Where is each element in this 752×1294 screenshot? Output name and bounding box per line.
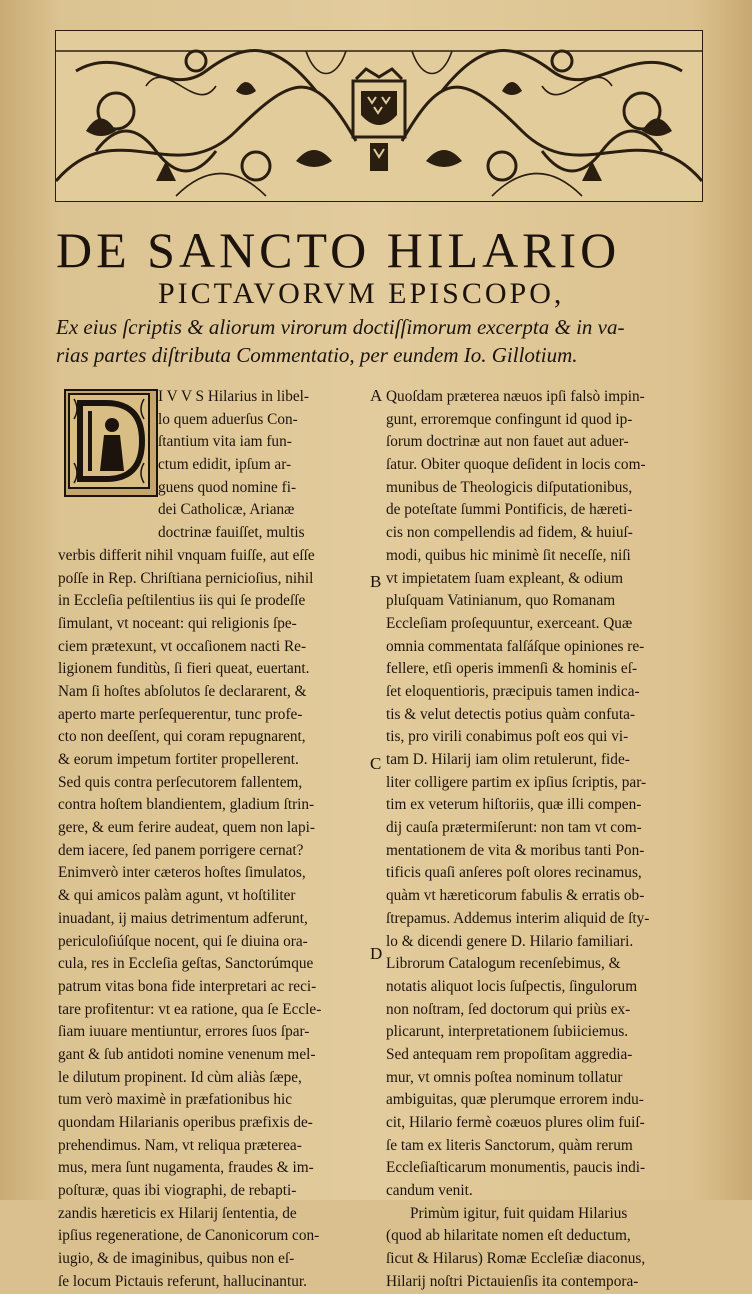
text-line: ipſius regeneratione, de Canonicorum con- <box>58 1227 320 1245</box>
text-line: zandis hæreticis ex Hilarij ſententia, de <box>58 1204 297 1222</box>
text-line: periculoſiúſque nocent, qui ſe diuina ora- <box>58 932 308 950</box>
text-line: aperto marte perſequerentur, tunc profe- <box>58 705 303 723</box>
text-line: doctrinæ fauiſſet, multis <box>158 524 305 542</box>
text-line: mentationem de vita & moribus tanti Pon- <box>386 841 645 859</box>
text-line: gunt, erroremque confingunt id quod ip- <box>386 410 633 428</box>
text-line: omnia commentata falſáſque opiniones re- <box>386 637 645 655</box>
text-line: candum venit. <box>386 1182 473 1200</box>
text-line: plicarunt, interpretationem ſubiiciemus. <box>386 1023 629 1041</box>
text-line: Librorum Catalogum recenſebimus, & <box>386 955 621 973</box>
text-line: gere, & eum ferire audeat, quem non lapi- <box>58 819 315 837</box>
text-line: Quoſdam præterea næuos ipſi falsò impin- <box>386 388 645 405</box>
text-line: vt impietatem ſuam expleant, & odium <box>386 569 624 587</box>
text-line: & eorum impetum fortiter propellerent. <box>58 751 299 768</box>
text-line: ſtantium vita iam fun- <box>158 433 292 451</box>
text-line: munibus de Theologicis diſputationibus, <box>386 478 633 496</box>
text-line: verbis differit nihil vnquam fuiſſe, aut eſſe <box>58 546 315 564</box>
text-line: cit, Hilario fermè coæuos plures olim fuiſ- <box>386 1114 645 1131</box>
right-column-body <box>386 386 706 1203</box>
margin-letter-a: A <box>370 386 383 405</box>
text-line: lo quem aduerſus Con- <box>158 410 298 428</box>
text-line: dei Catholicæ, Arianæ <box>158 501 295 519</box>
text-line: guens quod nomine fi- <box>158 478 297 496</box>
text-line: quàm vt hæreticorum fabulis & erratis ob- <box>386 887 645 905</box>
text-line: cto non deeſſent, qui coram repugnarent, <box>58 728 306 746</box>
ornamental-headpiece <box>55 30 703 202</box>
text-line: Enimverò inter cæteros hoſtes ſimulatos, <box>58 864 306 882</box>
intro-line: Ex eius ſcriptis & aliorum virorum doctiſſimorum excerpta & in va- <box>56 315 625 339</box>
text-line: tim ex veterum hiſtoriis, quæ illi compen- <box>386 796 642 814</box>
text-line: notatis aliquot locis ſuſpectis, ſingulorum <box>386 977 638 995</box>
text-line: (quod ab hilaritate nomen eſt deductum, <box>386 1227 631 1245</box>
text-line: non noſtram, ſed doctorum qui priùs ex- <box>386 1000 631 1018</box>
text-line: patrum vitas bona fide interpretari ac reci- <box>58 977 317 995</box>
text-line: ſorum doctrinæ aut non fauet aut aduer- <box>386 433 629 451</box>
text-line: inuadant, ij maius detrimentum adferunt, <box>58 909 308 927</box>
text-line: le dilutum propinent. Id cùm aliàs ſæpe, <box>58 1068 302 1086</box>
intro-line: rias partes diſtributa Commentatio, per eundem Io. Gillotium. <box>56 343 578 367</box>
text-line: poſturæ, quas ibi viographi, de rebapti- <box>58 1182 297 1200</box>
text-line: Sed antequam rem propoſitam aggredia- <box>386 1045 633 1063</box>
margin-letter-d: D <box>370 944 383 963</box>
text-line: gant & ſub antidoti nomine venenum mel- <box>58 1045 316 1063</box>
text-line: ſimulant, vt noceant: qui religionis ſpe- <box>58 614 297 632</box>
text-line: ciem prætexunt, vt occaſionem nacti Re- <box>58 637 307 655</box>
text-line: tum verò maximè in præfationibus hic <box>58 1091 293 1109</box>
text-line: fellere, etſi operis immenſi & hominis eſ- <box>386 660 638 678</box>
text-line: poſſe in Rep. Chriſtiana pernicioſius, nihil <box>58 569 314 587</box>
text-line: lo & dicendi genere D. Hilario familiari. <box>386 932 634 950</box>
text-line: quondam Hilarianis operibus præfixis de- <box>58 1114 313 1131</box>
text-line: modi, quibus hic minimè ſit neceſſe, niſi <box>386 546 631 564</box>
text-line: ligionem funditùs, ſi fieri queat, euertant. <box>58 660 310 678</box>
text-line: Primùm igitur, fuit quidam Hilarius <box>410 1204 628 1222</box>
margin-letter-c: C <box>370 754 382 773</box>
text-line: cis non compellendis ad fidem, & huiuſ- <box>386 524 633 542</box>
text-line: Eccleſiam proſequuntur, exerceant. Quæ <box>386 614 633 632</box>
text-line: ſicut & Hilarus) Romæ Eccleſiæ diaconus, <box>386 1250 646 1268</box>
text-line: liter colligere partim ex ipſius ſcriptis, par- <box>386 773 647 791</box>
text-line: ambiguitas, quæ plerumque errorem indu- <box>386 1091 644 1109</box>
text-line: tis & velut detectis potius quàm confuta- <box>386 705 635 723</box>
text-line: dij cauſa prætermiſerunt: non tam vt com- <box>386 819 642 837</box>
text-line: ſe tam ex literis Sanctorum, quàm rerum <box>386 1136 633 1154</box>
page-subtitle: PICTAVORVM EPISCOPO, <box>158 277 565 310</box>
text-line: ſiam iuuare mentiuntur, errores ſuos ſpar- <box>58 1023 310 1041</box>
page-title: DE SANCTO HILARIO <box>56 222 621 278</box>
text-line: I V V S Hilarius in libel- <box>158 388 309 405</box>
text-line: Sed quis contra perſecutorem fallentem, <box>58 773 303 791</box>
text-line: mus, mera ſunt nugamenta, fraudes & im- <box>58 1159 314 1177</box>
text-line: tam D. Hilarij iam olim retulerunt, fide- <box>386 751 630 768</box>
margin-letter-b: B <box>370 572 382 591</box>
intro-paragraph <box>56 313 696 369</box>
text-line: ſet eloquentioris, præcipuis tamen indica- <box>386 682 640 700</box>
right-column <box>386 386 706 1294</box>
left-column <box>58 386 358 1294</box>
text-line: cula, res in Eccleſia geſtas, Sanctorúmque <box>58 955 314 973</box>
text-line: tificis quaſi anſeres poſt olores recinamus, <box>386 864 642 882</box>
text-line: Nam ſi hoſtes abſolutos ſe declararent, & <box>58 682 307 700</box>
woodcut-foliage-image <box>56 31 702 201</box>
text-line: iugio, & de imaginibus, quibus non eſ- <box>58 1250 295 1268</box>
text-line: tare profitentur: vt ea ratione, qua ſe Eccle- <box>58 1000 322 1018</box>
text-line: pluſquam Vatinianum, quo Romanam <box>386 592 616 610</box>
text-line: ſe locum Pictauis referunt, hallucinantur. <box>58 1272 307 1290</box>
text-line: tis, pro virili conabimus poſt eos qui vi- <box>386 728 629 746</box>
text-line: in Eccleſia peſtilentius iis qui ſe prodeſſe <box>58 592 306 610</box>
text-line: & qui amicos palàm agunt, vt hoſtiliter <box>58 887 296 905</box>
text-line: contra hoſtem blandientem, gladium ſtrin- <box>58 796 315 814</box>
text-line: ſtrepamus. Addemus interim aliquid de ſty- <box>386 909 650 927</box>
right-column-second-paragraph <box>386 1203 706 1294</box>
text-line: ſatur. Obiter quoque deſident in locis com- <box>386 456 646 474</box>
text-line: prehendimus. Nam, vt reliqua præterea- <box>58 1136 302 1154</box>
text-line: Eccleſiaſticarum monumentis, paucis indi- <box>386 1159 646 1177</box>
text-line: Hilarij noſtri Pictauienſis ita contempora- <box>386 1272 639 1290</box>
text-line: ctum edidit, ipſum ar- <box>158 456 292 474</box>
text-line: mur, vt omnis poſtea nominum tollatur <box>386 1068 623 1086</box>
text-line: de poteſtate ſummi Pontificis, de hæreti- <box>386 501 633 519</box>
text-line: dem iacere, ſed panem porrigere cernat? <box>58 841 304 859</box>
left-column-body <box>58 545 358 1294</box>
